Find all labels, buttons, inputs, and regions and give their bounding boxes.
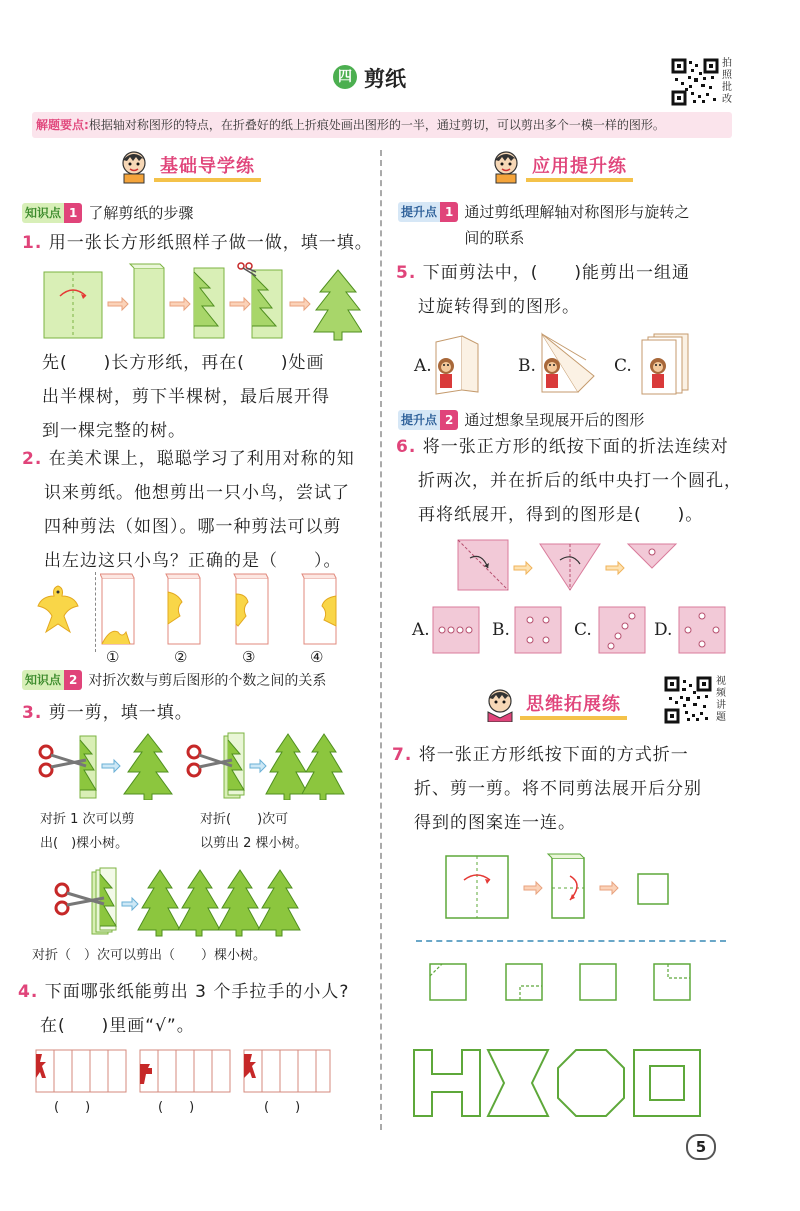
q2-option-2[interactable]: ② — [174, 648, 188, 666]
column-divider — [380, 150, 382, 1130]
q7-cut-patterns-figure — [424, 960, 714, 1004]
page-number: 5 — [686, 1134, 716, 1160]
kid-mascot-icon — [490, 150, 522, 184]
q6-fold-steps-figure — [456, 538, 686, 594]
q3-tree-fold-2-figure — [186, 730, 346, 800]
page-header — [0, 58, 800, 105]
q5-option-b-figure[interactable] — [538, 330, 598, 396]
q2-cut-options-figure — [100, 572, 340, 650]
kid-mascot-icon — [118, 150, 150, 184]
q6-option-b-figure[interactable] — [514, 606, 562, 654]
tip-bar — [32, 112, 732, 138]
q3-caption-2: 对折( )次可 以剪出 2 棵小树。 — [200, 812, 308, 851]
kp1-label: 了解剪纸的步骤 — [88, 204, 194, 222]
q3-tree-fold-3-figure — [54, 866, 304, 938]
q4-blank-1[interactable]: ( ) — [54, 1100, 91, 1115]
improvement-point-1 — [398, 202, 689, 251]
qr-code-icon — [664, 676, 712, 724]
q4-blank-2[interactable]: ( ) — [158, 1100, 195, 1115]
question-2: 2. 在美术课上，聪聪学习了利用对称的知 识来剪纸。他想剪出一只小鸟，尝试了 四种剪法（如图）。哪一种剪法可以剪 出左边这只小鸟？正确的是（ ）。 — [22, 449, 355, 571]
section-banner-extension — [484, 688, 627, 722]
tp2-tag: 提升点 2 — [398, 410, 458, 430]
q7-unfolded-shapes-figure — [410, 1044, 720, 1122]
qr-label-video: 视频讲题 — [716, 676, 726, 723]
kid-reading-icon — [484, 688, 516, 722]
q4-paper-strips-figure — [32, 1046, 332, 1096]
q2-bird-target-figure — [36, 582, 80, 642]
section-banner-applied — [490, 150, 633, 184]
q6-option-c-label[interactable]: C. — [574, 620, 592, 640]
q4-answer-blanks — [0, 1096, 380, 1116]
q7-fold-steps-figure — [444, 852, 674, 922]
q2-option-4[interactable]: ④ — [310, 648, 324, 666]
q2-option-labels — [100, 648, 340, 668]
q1-fill-text: 先( )长方形纸，再在( )处画 出半棵树，剪下半棵树，最后展开得 到一棵完整的树。 — [42, 353, 330, 441]
section-title-extension: 思维拓展练 — [520, 690, 627, 720]
question-7: 7. 将一张正方形纸按下面的方式折一 折、剪一剪。将不同剪法展开后分别 得到的图案连一连。 — [392, 745, 702, 833]
q1-paper-steps-figure — [42, 262, 362, 342]
q7-dashed-separator — [416, 940, 726, 942]
q3-caption-3: 对折（ ）次可以剪出（ ）棵小树。 — [32, 948, 267, 963]
tp2-label: 通过想象呈现展开后的图形 — [464, 411, 645, 429]
q5-option-a-figure[interactable] — [432, 334, 482, 396]
q4-blank-3[interactable]: ( ) — [264, 1100, 301, 1115]
section-title-basic: 基础导学练 — [154, 152, 261, 182]
q6-option-a-label[interactable]: A. — [412, 620, 430, 640]
tip-text: 根据轴对称图形的特点，在折叠好的纸上折痕处画出图形的一半，通过剪切，可以剪出多个一模一样的图形。 — [88, 118, 665, 132]
tp1-label: 通过剪纸理解轴对称图形与旋转之 间的联系 — [464, 203, 690, 247]
question-6: 6. 将一张正方形的纸按下面的折法连续对 折两次，并在折后的纸中央打一个圆孔， 再将纸展开，得到的图形是( )。 — [396, 437, 742, 525]
q2-option-3[interactable]: ③ — [242, 648, 256, 666]
q6-option-d-figure[interactable] — [678, 606, 726, 654]
knowledge-point-1 — [22, 202, 193, 223]
q6-option-a-figure[interactable] — [432, 606, 480, 654]
kp1-tag: 知识点 1 — [22, 203, 82, 223]
q3-caption-1: 对折 1 次可以剪 出( )棵小树。 — [40, 812, 135, 851]
question-4: 4. 下面哪张纸能剪出 3 个手拉手的小人? 在( )里画“√”。 — [18, 982, 350, 1036]
q2-divider — [95, 572, 96, 652]
page-title: 剪纸 — [364, 67, 406, 91]
improvement-point-2 — [398, 409, 644, 430]
question-3: 3. 剪一剪，填一填。 — [22, 703, 193, 723]
q6-option-b-label[interactable]: B. — [492, 620, 510, 640]
kp2-label: 对折次数与剪后图形的个数之间的关系 — [88, 673, 327, 689]
q2-option-1[interactable]: ① — [106, 648, 120, 666]
kp2-tag: 知识点 2 — [22, 670, 82, 690]
qr-code-icon — [671, 58, 719, 106]
q3-tree-fold-1-figure — [36, 730, 176, 800]
question-5: 5. 下面剪法中，( )能剪出一组通 过旋转得到的图形。 — [396, 263, 690, 317]
section-title-applied: 应用提升练 — [526, 152, 633, 182]
q5-option-a-label[interactable]: A. — [414, 356, 432, 376]
qr-label: 拍照批改 — [722, 58, 732, 105]
section-banner-basic — [118, 150, 261, 184]
tip-label: 解题要点: — [36, 118, 89, 132]
q5-option-c-label[interactable]: C. — [614, 356, 632, 376]
q5-option-b-label[interactable]: B. — [518, 356, 536, 376]
q6-option-d-label[interactable]: D. — [654, 620, 673, 640]
unit-badge: 四 — [333, 65, 357, 89]
knowledge-point-2 — [22, 670, 326, 690]
q6-option-c-figure[interactable] — [598, 606, 646, 654]
tp1-tag: 提升点 1 — [398, 202, 458, 222]
q5-option-c-figure[interactable] — [636, 330, 696, 396]
question-1: 1. 用一张长方形纸照样子做一做，填一填。 — [22, 233, 373, 253]
